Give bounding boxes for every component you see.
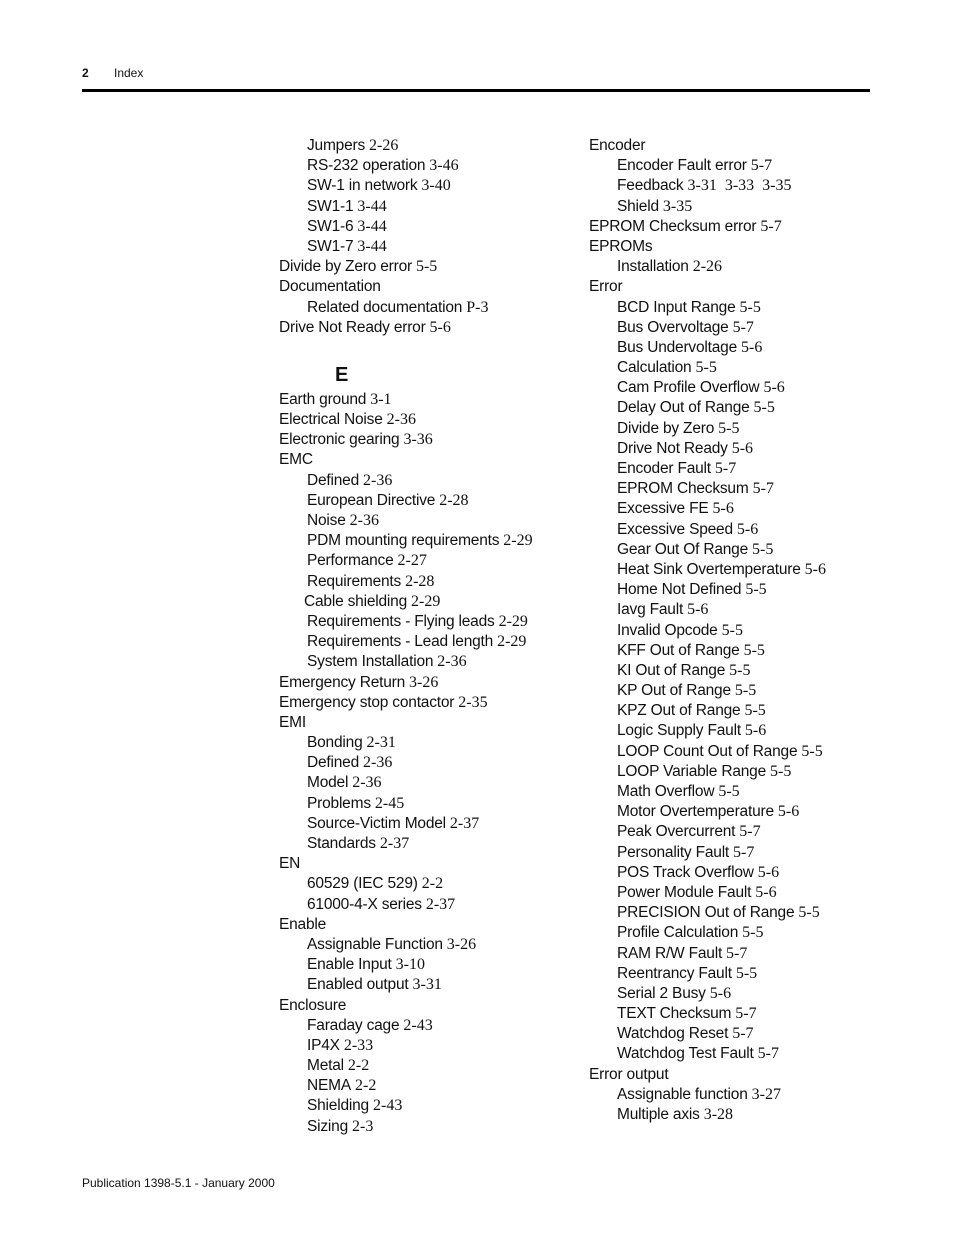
entry-page-ref: 5-5 [770,762,792,780]
index-subentry [279,1056,569,1076]
entry-page-ref: 2-3 [352,1117,374,1135]
entry-term: Excessive Speed [617,520,733,538]
index-entry [589,217,889,237]
entry-term: Standards [307,835,376,852]
entry-page-ref: 5-5 [735,964,758,982]
index-subentry [279,491,569,511]
entry-term: SW1-7 [307,237,354,255]
entry-term: Emergency Return [279,673,406,691]
entry-term: Documentation [279,278,381,296]
entry-page-ref: 2-2 [421,875,444,893]
index-entry [279,854,569,874]
index-subentry [589,903,889,923]
index-subentry [589,358,889,378]
entry-term: Power Module Fault [617,883,752,901]
index-subentry [279,652,569,672]
entry-page-ref: 5-5 [695,359,717,377]
index-subentry [589,822,889,842]
entry-term: Personality Fault [617,843,730,861]
entry-term: Problems [307,794,371,812]
entry-page-ref: 5-6 [731,439,754,457]
entry-term: Drive Not Ready [617,439,728,457]
index-subentry [279,1016,569,1036]
entry-term: Bonding [307,734,363,752]
entry-page-ref: 3-28 [703,1106,734,1123]
entry-page-ref: 5-6 [757,863,780,881]
entry-page-ref: 2-37 [449,814,480,832]
index-entry [279,693,569,713]
entry-page-ref: 5-7 [757,1045,779,1063]
entry-page-ref: 2-36 [437,653,467,671]
index-subentry [279,895,569,915]
entry-page-ref: 3-36 [403,431,433,449]
index-subentry [589,459,889,479]
entry-page-ref: 5-7 [750,157,773,175]
index-entry [279,257,569,277]
index-subentry [279,935,569,955]
entry-page-ref: 5-5 [798,904,820,922]
index-subentry [589,580,889,600]
entry-term: Multiple axis [617,1106,700,1123]
index-entry [279,430,569,450]
index-subentry [279,471,569,491]
entry-page-ref: 3-27 [751,1085,781,1103]
index-entry [279,673,569,693]
entry-term: EPROM Checksum error [589,217,757,235]
header-rule [82,89,870,92]
entry-page-ref: 5-5 [801,742,823,760]
entry-term: KP Out of Range [617,682,731,700]
index-subentry [589,701,889,721]
entry-page-ref: P-3 [466,298,489,316]
index-subentry [279,1096,569,1116]
entry-page-ref: 2-28 [405,572,435,590]
index-subentry [589,378,889,398]
entry-page-ref: 5-7 [733,843,755,861]
index-subentry [279,176,569,196]
entry-page-ref: 2-35 [458,693,488,711]
index-subentry [589,419,889,439]
entry-term: EMI [279,713,306,731]
entry-page-ref: 3-44 [357,217,387,235]
entry-page-ref: 3-46 [429,157,459,175]
index-subentry [279,572,569,592]
entry-term: Encoder Fault [617,460,711,477]
entry-term: Cable shielding [304,592,407,610]
index-subentry [589,621,889,641]
index-subentry [589,923,889,943]
entry-page-ref: 3-26 [446,935,477,953]
entry-term: Peak Overcurrent [617,823,736,841]
entry-term: SW1-6 [307,217,354,235]
entry-page-ref: 2-29 [503,532,533,550]
entry-term: Motor Overtemperature [617,803,774,821]
index-subentry [279,156,569,176]
index-subentry [589,984,889,1004]
entry-term: Feedback [617,177,684,195]
entry-term: Reentrancy Fault [617,964,732,982]
entry-term: Enclosure [279,996,347,1014]
entry-term: Noise [307,512,346,529]
index-subentry [589,257,889,277]
index-subentry [279,531,569,551]
entry-page-ref: 5-6 [736,520,759,538]
entry-page-ref: 2-31 [366,734,396,752]
index-subentry [589,338,889,358]
entry-term: RAM R/W Fault [617,944,723,962]
entry-page-ref: 2-28 [439,491,469,509]
index-entry [279,915,569,935]
entry-page-ref: 2-36 [386,411,416,429]
entry-term: Electronic gearing [279,431,400,449]
index-entry [279,277,569,297]
entry-term: Bus Undervoltage [617,338,738,356]
entry-term: Enable [279,915,327,933]
entry-page-ref: 5-6 [777,803,800,821]
index-subentry [589,762,889,782]
index-subentry [589,600,889,620]
entry-term: SW-1 in network [307,177,418,195]
entry-page-ref: 5-5 [742,924,764,942]
entry-term: Watchdog Reset [617,1025,729,1043]
index-subentry [279,511,569,531]
index-subentry [589,540,889,560]
entry-page-ref: 5-7 [739,823,761,841]
entry-term: 60529 (IEC 529) [307,875,418,893]
entry-term: Drive Not Ready error [279,318,426,336]
entry-term: EPROMs [589,237,653,255]
index-subentry [589,641,889,661]
entry-term: Faraday cage [307,1016,400,1034]
entry-term: KI Out of Range [617,661,726,679]
entry-page-ref: 5-5 [745,581,767,599]
section-gap [279,338,569,360]
index-subentry [589,156,889,176]
entry-term: Earth ground [279,390,367,408]
index-column-left [279,136,569,1137]
entry-term: BCD Input Range [617,298,736,316]
index-entry [589,136,889,156]
publication-footer: Publication 1398-5.1 - January 2000 [82,1176,275,1190]
entry-term: SW1-1 [307,197,354,215]
entry-page-ref: 5-5 [415,258,438,276]
index-subentry [589,197,889,217]
index-subentry [589,782,889,802]
entry-page-ref: 5-7 [732,1025,754,1043]
index-subentry [279,1076,569,1096]
entry-page-ref: 2-36 [363,471,393,489]
index-subentry [589,560,889,580]
entry-term: Iavg Fault [617,601,684,619]
entry-term: Invalid Opcode [617,621,718,639]
index-subentry [279,955,569,975]
entry-page-ref: 2-33 [343,1036,374,1054]
entry-term: Excessive FE [617,500,709,518]
entry-term: Source-Victim Model [307,814,446,832]
entry-page-ref: 5-6 [687,601,709,619]
index-subentry [589,681,889,701]
entry-page-ref: 5-5 [744,702,766,720]
index-subentry [279,197,569,217]
entry-term: Profile Calculation [617,924,739,942]
entry-term: Requirements [307,572,402,590]
entry-page-ref: 5-6 [804,560,826,578]
index-subentry [589,802,889,822]
entry-page-ref: 2-36 [352,774,382,792]
entry-term: Shielding [307,1097,369,1115]
index-subentry [589,1105,889,1125]
entry-page-ref: 5-5 [718,419,740,437]
entry-term: KFF Out of Range [617,641,740,659]
index-entry [279,713,569,733]
entry-term: Delay Out of Range [617,399,750,417]
entry-term: Error output [589,1065,669,1083]
entry-page-ref: 5-5 [729,661,751,679]
index-subentry [589,439,889,459]
index-entry [279,410,569,430]
entry-page-ref: 5-6 [709,984,732,1002]
index-entry [279,450,569,470]
entry-page-ref: 2-36 [349,512,379,529]
index-subentry [589,1085,889,1105]
index-subentry [589,318,889,338]
entry-term: Requirements - Flying leads [307,612,495,630]
index-subentry [589,398,889,418]
entry-page-ref: 2-29 [498,612,528,630]
entry-term: Enabled output [307,976,409,994]
index-subentry [279,298,569,318]
entry-page-ref: 2-26 [369,137,399,154]
entry-page-ref: 2-36 [363,754,393,772]
entry-term: Logic Supply Fault [617,722,741,740]
entry-term: Enable Input [307,956,392,974]
entry-term: Bus Overvoltage [617,318,729,336]
entry-term: EPROM Checksum [617,480,749,498]
entry-term: Model [307,774,349,792]
entry-term: System Installation [307,653,434,671]
entry-page-ref: 5-5 [753,399,775,417]
entry-term: Jumpers [307,137,366,154]
entry-page-ref: 5-6 [744,722,767,740]
entry-term: NEMA [307,1077,351,1095]
entry-term: Encoder [589,137,646,154]
entry-page-ref: 5-5 [739,298,761,316]
entry-page-ref: 2-43 [372,1097,403,1115]
index-subentry [589,1024,889,1044]
entry-page-ref: 3-40 [421,177,451,195]
entry-term: PRECISION Out of Range [617,904,795,922]
entry-term: Home Not Defined [617,581,742,599]
index-subentry [589,742,889,762]
entry-term: LOOP Count Out of Range [617,742,798,760]
index-subentry [279,773,569,793]
index-subentry [589,964,889,984]
entry-term: IP4X [307,1036,340,1054]
entry-page-ref: 5-6 [429,318,451,336]
entry-page-ref: 3-31 3-33 3-35 [687,177,792,195]
index-subentry [279,136,569,156]
entry-term: Heat Sink Overtemperature [617,560,801,578]
index-entry [589,1065,889,1085]
index-entry [589,277,889,297]
entry-page-ref: 5-6 [741,338,763,356]
entry-term: RS-232 operation [307,157,426,175]
entry-term: Performance [307,552,394,570]
entry-term: Calculation [617,359,692,377]
entry-page-ref: 2-37 [379,835,410,852]
index-subentry [279,834,569,854]
entry-term: Math Overflow [617,783,715,800]
entry-page-ref: 2-29 [497,633,527,651]
entry-page-ref: 2-37 [425,895,456,913]
entry-page-ref: 3-35 [662,197,693,215]
index-subentry [589,883,889,903]
index-subentry [589,479,889,499]
entry-page-ref: 5-7 [726,944,748,962]
entry-page-ref: 2-26 [692,258,723,276]
entry-term: Related documentation [307,298,463,316]
entry-page-ref: 5-5 [718,783,740,800]
entry-term: PDM mounting requirements [307,532,500,550]
entry-page-ref: 5-7 [752,480,774,498]
index-subentry [279,1117,569,1137]
index-subentry [279,874,569,894]
entry-page-ref: 3-10 [395,956,425,974]
entry-page-ref: 2-2 [354,1077,377,1095]
entry-page-ref: 2-43 [403,1016,433,1034]
entry-term: Metal [307,1057,344,1075]
entry-term: KPZ Out of Range [617,702,741,720]
entry-term: 61000-4-X series [307,895,422,913]
entry-page-ref: 5-7 [714,460,737,477]
index-subentry [589,520,889,540]
entry-page-ref: 5-7 [760,217,782,235]
entry-page-ref: 5-5 [743,641,765,659]
index-entry [279,318,569,338]
entry-page-ref: 2-45 [374,794,405,812]
entry-page-ref: 3-31 [412,976,442,994]
index-subentry [279,814,569,834]
entry-term: Shield [617,197,659,215]
entry-term: Watchdog Test Fault [617,1045,754,1063]
entry-term: Error [589,278,623,296]
entry-term: Electrical Noise [279,411,383,429]
entry-page-ref: 5-7 [732,318,754,336]
entry-term: EMC [279,451,313,469]
entry-page-ref: 3-1 [370,390,392,408]
index-subentry [279,217,569,237]
index-section-letter: E [335,363,349,386]
page-number: 2 [82,66,89,80]
index-subentry [279,551,569,571]
section-title: Index [114,66,144,80]
entry-term: Serial 2 Busy [617,984,706,1002]
entry-page-ref: 5-5 [752,540,774,558]
entry-page-ref: 5-7 [735,1005,757,1023]
entry-term: Assignable function [617,1085,748,1103]
entry-page-ref: 5-6 [763,379,785,397]
index-column-right [589,136,889,1125]
entry-term: TEXT Checksum [617,1005,732,1023]
entry-term: Sizing [307,1117,349,1135]
index-entry [279,996,569,1016]
entry-term: EN [279,855,301,873]
entry-term: Installation [617,258,689,276]
entry-term: Gear Out Of Range [617,540,748,558]
index-subentry [589,1004,889,1024]
index-subentry [589,499,889,519]
index-subentry [279,753,569,773]
index-subentry [279,1036,569,1056]
index-subentry [589,944,889,964]
index-entry [589,237,889,257]
entry-term: Emergency stop contactor [279,693,455,711]
entry-page-ref: 2-29 [411,592,441,610]
index-subentry [589,863,889,883]
entry-page-ref: 5-6 [712,500,734,518]
entry-term: Divide by Zero error [279,258,412,276]
entry-term: Divide by Zero [617,419,715,437]
entry-term: European Directive [307,491,436,509]
index-subentry [589,298,889,318]
index-entry [279,390,569,410]
entry-page-ref: 5-5 [734,682,757,700]
index-subentry [589,176,889,196]
index-subentry [589,721,889,741]
entry-term: Defined [307,471,360,489]
entry-page-ref: 2-2 [347,1057,370,1075]
entry-term: LOOP Variable Range [617,762,766,780]
entry-page-ref: 3-44 [357,197,387,215]
entry-page-ref: 5-5 [721,621,743,639]
entry-term: POS Track Overflow [617,863,754,881]
index-subentry [589,1044,889,1064]
entry-term: Requirements - Lead length [307,633,494,651]
index-subentry [279,632,569,652]
entry-page-ref: 5-6 [755,883,777,901]
entry-term: Defined [307,754,360,772]
index-subentry [589,661,889,681]
index-subentry [279,592,569,612]
index-subentry [279,794,569,814]
entry-term: Encoder Fault error [617,157,747,175]
entry-page-ref: 3-44 [357,237,387,255]
index-subentry [279,733,569,753]
index-subentry [589,843,889,863]
entry-term: Cam Profile Overflow [617,379,760,397]
entry-page-ref: 3-26 [409,673,439,691]
entry-term: Assignable Function [307,935,443,953]
index-subentry [279,612,569,632]
index-subentry [279,975,569,995]
entry-page-ref: 2-27 [397,552,427,570]
index-subentry [279,237,569,257]
